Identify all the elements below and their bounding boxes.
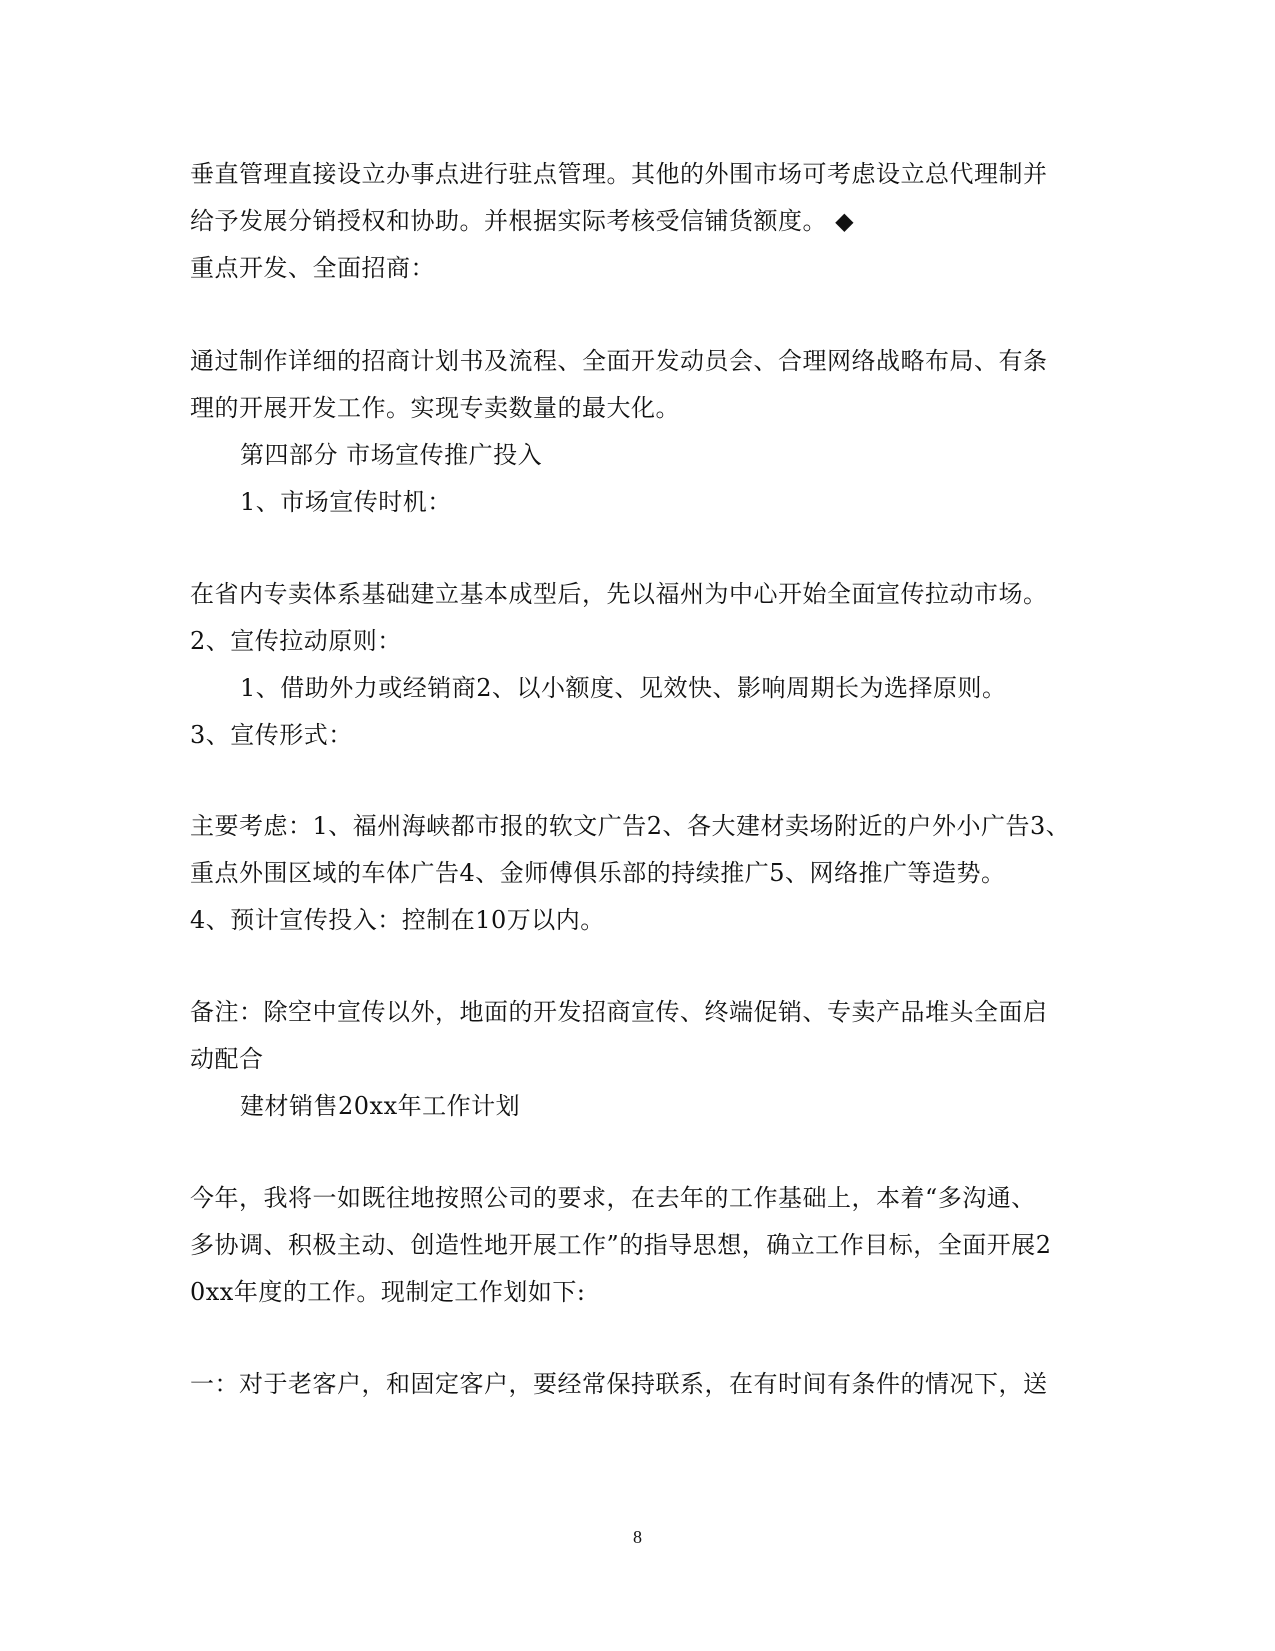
subsection-heading: 3、宣传形式：	[190, 721, 353, 749]
paragraph-line: 通过制作详细的招商计划书及流程、全面开发动员会、合理网络战略布局、有条	[190, 347, 1048, 375]
paragraph-line: 今年，我将一如既往地按照公司的要求，在去年的工作基础上，本着“多沟通、	[190, 1184, 1036, 1212]
paragraph-line: 给予发展分销授权和协助。并根据实际考核受信铺货额度。 ◆	[190, 207, 855, 235]
paragraph-line: 动配合	[190, 1045, 264, 1073]
paragraph-line: 一：对于老客户，和固定客户，要经常保持联系，在有时间有条件的情况下，送	[190, 1370, 1048, 1398]
paragraph-line: 理的开展开发工作。实现专卖数量的最大化。	[190, 394, 680, 422]
section-heading: 重点开发、全面招商：	[190, 254, 435, 282]
list-item: 1、借助外力或经销商2、以小额度、见效快、影响周期长为选择原则。	[240, 674, 1007, 702]
part-heading: 第四部分 市场宣传推广投入	[240, 441, 543, 469]
paragraph-line: 4、预计宣传投入：控制在10万以内。	[190, 906, 605, 934]
paragraph-line: 垂直管理直接设立办事点进行驻点管理。其他的外围市场可考虑设立总代理制并	[190, 160, 1048, 188]
paragraph-line: 备注：除空中宣传以外，地面的开发招商宣传、终端促销、专卖产品堆头全面启	[190, 998, 1048, 1026]
paragraph-line: 重点外围区域的车体广告4、金师傅俱乐部的持续推广5、网络推广等造势。	[190, 859, 1006, 887]
paragraph-line: 0xx年度的工作。现制定工作划如下:	[190, 1278, 586, 1306]
page-number: 8	[633, 1527, 642, 1547]
paragraph-line: 主要考虑：1、福州海峡都市报的软文广告2、各大建材卖场附近的户外小广告3、	[190, 812, 1071, 840]
subsection-heading: 1、市场宣传时机：	[240, 488, 452, 516]
document-title: 建材销售20xx年工作计划	[240, 1092, 521, 1120]
subsection-heading: 2、宣传拉动原则：	[190, 627, 402, 655]
paragraph-line: 在省内专卖体系基础建立基本成型后，先以福州为中心开始全面宣传拉动市场。	[190, 580, 1048, 608]
paragraph-line: 多协调、积极主动、创造性地开展工作”的指导思想，确立工作目标，全面开展2	[190, 1231, 1052, 1259]
